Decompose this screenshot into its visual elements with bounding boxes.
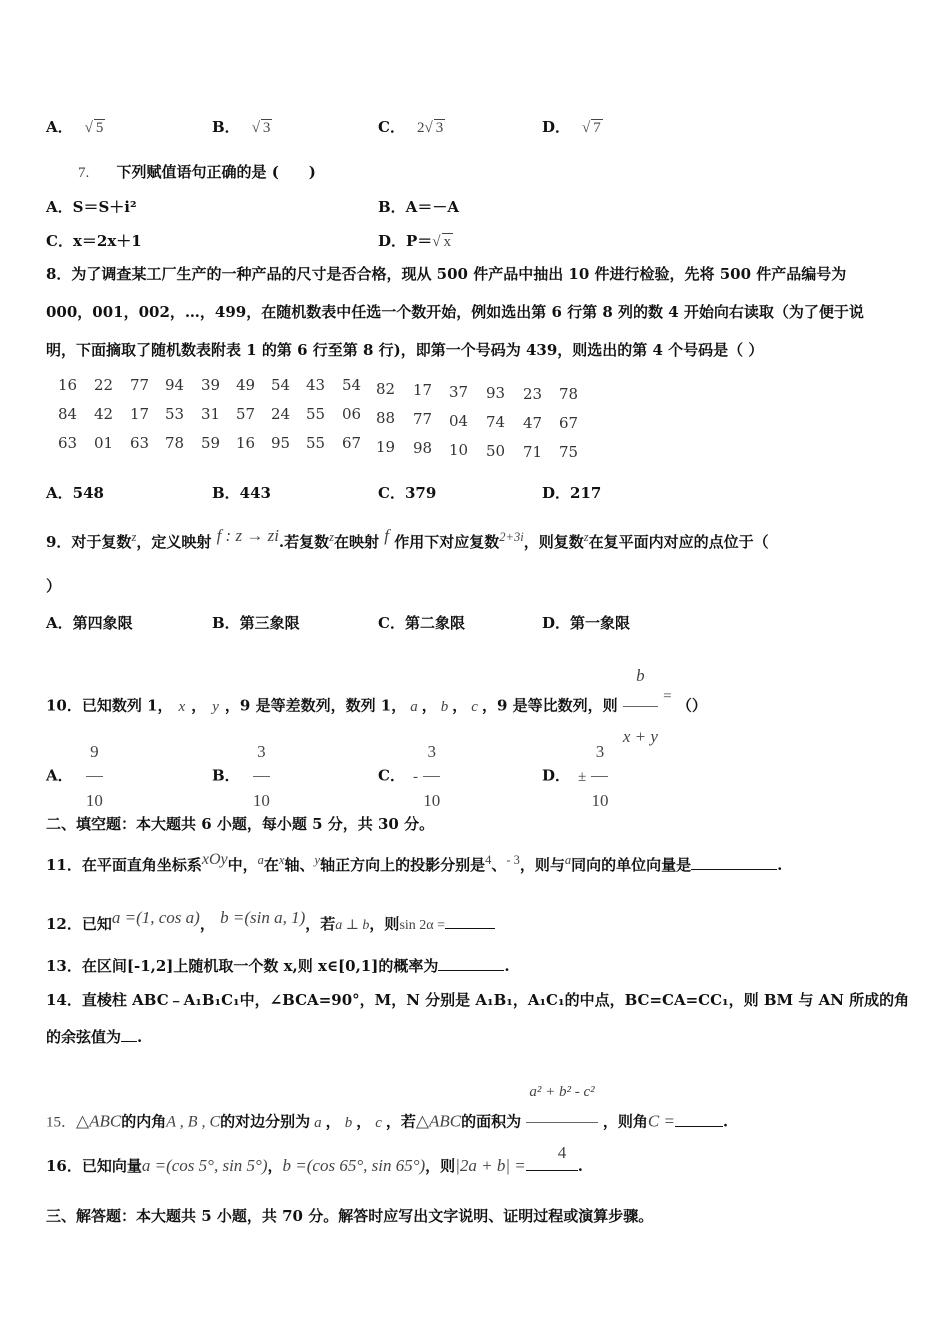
- q9-stem: 9．对于复数$^z$，定义映射 f : z → zi.若复数$^z$在映射 f 作用下对应复数$^{2+3i}$，则复数$^z$在复平面内对应的点位于（: [46, 526, 769, 551]
- table-cell: 74: [486, 413, 506, 431]
- table-cell: 82: [376, 380, 396, 398]
- table-cell: 10: [449, 441, 469, 459]
- table-cell: 17: [130, 405, 150, 423]
- table-cell: 17: [413, 381, 433, 399]
- q7-stem: 7. 下列赋值语句正确的是 ( ): [78, 163, 316, 181]
- table-cell: 57: [236, 405, 256, 423]
- q15-stem: 15．△ABC的内角A , B , C的对边分别为 a ， b ， c ，若△ABC的面积为 $\frac{\text{a² + b² - c²}}{4}$ ，则角C = .: [46, 1062, 728, 1183]
- q9-stem-close: ）: [46, 577, 62, 595]
- table-cell: 95: [271, 434, 291, 452]
- q10-option-a: A． $\frac{9}{10}$: [46, 728, 103, 825]
- table-cell: 67: [342, 434, 362, 452]
- table-cell: 23: [523, 385, 543, 403]
- table-cell: 04: [449, 412, 469, 430]
- table-cell: 63: [58, 434, 78, 452]
- q16-answer-blank[interactable]: [526, 1170, 578, 1171]
- q8-option-b: B．443: [212, 484, 271, 502]
- q12-answer-blank[interactable]: [445, 928, 495, 929]
- q13-answer-blank[interactable]: [438, 970, 504, 971]
- q12-stem: 12．已知a =(1, cos a)， b =(sin a, 1)，若a ⊥ b，则sin 2α =: [46, 908, 495, 936]
- table-cell: 16: [236, 434, 256, 452]
- q8-stem-line1: 8．为了调查某工厂生产的一种产品的尺寸是否合格，现从 500 件产品中抽出 10 件进行检验，先将 500 件产品编号为: [46, 265, 847, 283]
- q9-option-c: C．第二象限: [378, 614, 465, 632]
- q10-fraction: $\frac{b}{x + y}$: [623, 646, 658, 767]
- table-cell: 53: [165, 405, 185, 423]
- table-cell: 50: [486, 442, 506, 460]
- table-cell: 84: [58, 405, 78, 423]
- table-cell: 71: [523, 443, 543, 461]
- q15-fraction: $\frac{\text{a² + b² - c²}}{4}$: [526, 1062, 597, 1183]
- table-cell: 55: [306, 434, 326, 452]
- q7-option-d: D．P＝√ x: [378, 232, 452, 250]
- table-cell: 77: [413, 410, 433, 428]
- table-cell: 43: [306, 376, 326, 394]
- table-cell: 22: [94, 376, 114, 394]
- table-cell: 78: [559, 385, 579, 403]
- q8-stem-line3: 明，下面摘取了随机数表附表 1 的第 6 行至第 8 行)，即第一个号码为 439，则选出的第 4 个号码是（ ）: [46, 341, 764, 359]
- table-cell: 06: [342, 405, 362, 423]
- table-cell: 94: [165, 376, 185, 394]
- q10-option-d: D． ± $\frac{3}{10}$: [542, 728, 608, 825]
- q9-option-d: D．第一象限: [542, 614, 631, 632]
- table-cell: 54: [271, 376, 291, 394]
- q8-stem-line2: 000，001，002，…，499，在随机数表中任选一个数开始，例如选出第 6 行第 8 列的数 4 开始向右读取（为了便于说: [46, 303, 864, 321]
- table-cell: 98: [413, 439, 433, 457]
- table-cell: 31: [201, 405, 221, 423]
- table-cell: 93: [486, 384, 506, 402]
- q14-stem-line2: 的余弦值为 .: [46, 1028, 143, 1046]
- q9-option-b: B．第三象限: [212, 614, 300, 632]
- table-cell: 01: [94, 434, 114, 452]
- table-cell: 49: [236, 376, 256, 394]
- table-cell: 75: [559, 443, 579, 461]
- q8-option-a: A．548: [46, 484, 104, 502]
- q14-stem-line1: 14．直棱柱 ABC﹣A₁B₁C₁中，∠BCA=90°，M，N 分别是 A₁B₁，A₁C₁的中点，BC=CA=CC₁，则 BM 与 AN 所成的角: [46, 991, 910, 1009]
- q10-stem: 10．已知数列 1， x ， y ，9 是等差数列，数列 1， a ， b ， c ，9 是等比数列，则 $\frac{b}{x + y}$ = （）: [46, 646, 707, 767]
- table-cell: 67: [559, 414, 579, 432]
- table-cell: 55: [306, 405, 326, 423]
- q7-option-b: B．A＝－A: [378, 198, 459, 216]
- q10-option-b: B． $\frac{3}{10}$: [212, 728, 270, 825]
- q6-option-b: B． √ 3: [212, 118, 271, 136]
- q15-answer-blank[interactable]: [675, 1126, 723, 1127]
- q6-option-d: D． √ 7: [542, 118, 601, 136]
- section-2-heading: 二、填空题：本大题共 6 小题，每小题 5 分，共 30 分。: [46, 815, 435, 833]
- q10-option-c: C． - $\frac{3}{10}$: [378, 728, 440, 825]
- table-cell: 19: [376, 438, 396, 456]
- table-cell: 77: [130, 376, 150, 394]
- table-cell: 39: [201, 376, 221, 394]
- q13-stem: 13．在区间[-1,2]上随机取一个数 x,则 x∈[0,1]的概率为 .: [46, 957, 510, 975]
- table-cell: 54: [342, 376, 362, 394]
- q8-option-d: D．217: [542, 484, 602, 502]
- table-cell: 37: [449, 383, 469, 401]
- q8-option-c: C．379: [378, 484, 437, 502]
- table-cell: 47: [523, 414, 543, 432]
- q11-answer-blank[interactable]: [691, 869, 777, 870]
- table-cell: 63: [130, 434, 150, 452]
- q7-option-c: C．x＝2x＋1: [46, 232, 142, 250]
- table-cell: 59: [201, 434, 221, 452]
- table-cell: 78: [165, 434, 185, 452]
- table-cell: 42: [94, 405, 114, 423]
- q11-stem: 11．在平面直角坐标系$^{xOy}$中，$^a$在$^x$轴、$^y$轴正方向上的投影分别是$^4$、$^{- 3}$，则与$^a$同向的单位向量是 .: [46, 851, 783, 874]
- q6-option-c: C． 2√ 3: [378, 118, 444, 136]
- q16-stem: 16．已知向量a =(cos 5°, sin 5°)，b =(cos 65°, sin 65°)，则|2a + b| = .: [46, 1156, 583, 1175]
- q14-answer-blank[interactable]: [121, 1041, 137, 1042]
- q9-option-a: A．第四象限: [46, 614, 133, 632]
- section-3-heading: 三、解答题：本大题共 5 小题，共 70 分。解答时应写出文字说明、证明过程或演算步骤。: [46, 1207, 654, 1225]
- table-cell: 16: [58, 376, 78, 394]
- q6-option-a: A． √ 5: [46, 118, 104, 136]
- q7-option-a: A．S＝S＋i²: [46, 198, 137, 216]
- table-cell: 24: [271, 405, 291, 423]
- table-cell: 88: [376, 409, 396, 427]
